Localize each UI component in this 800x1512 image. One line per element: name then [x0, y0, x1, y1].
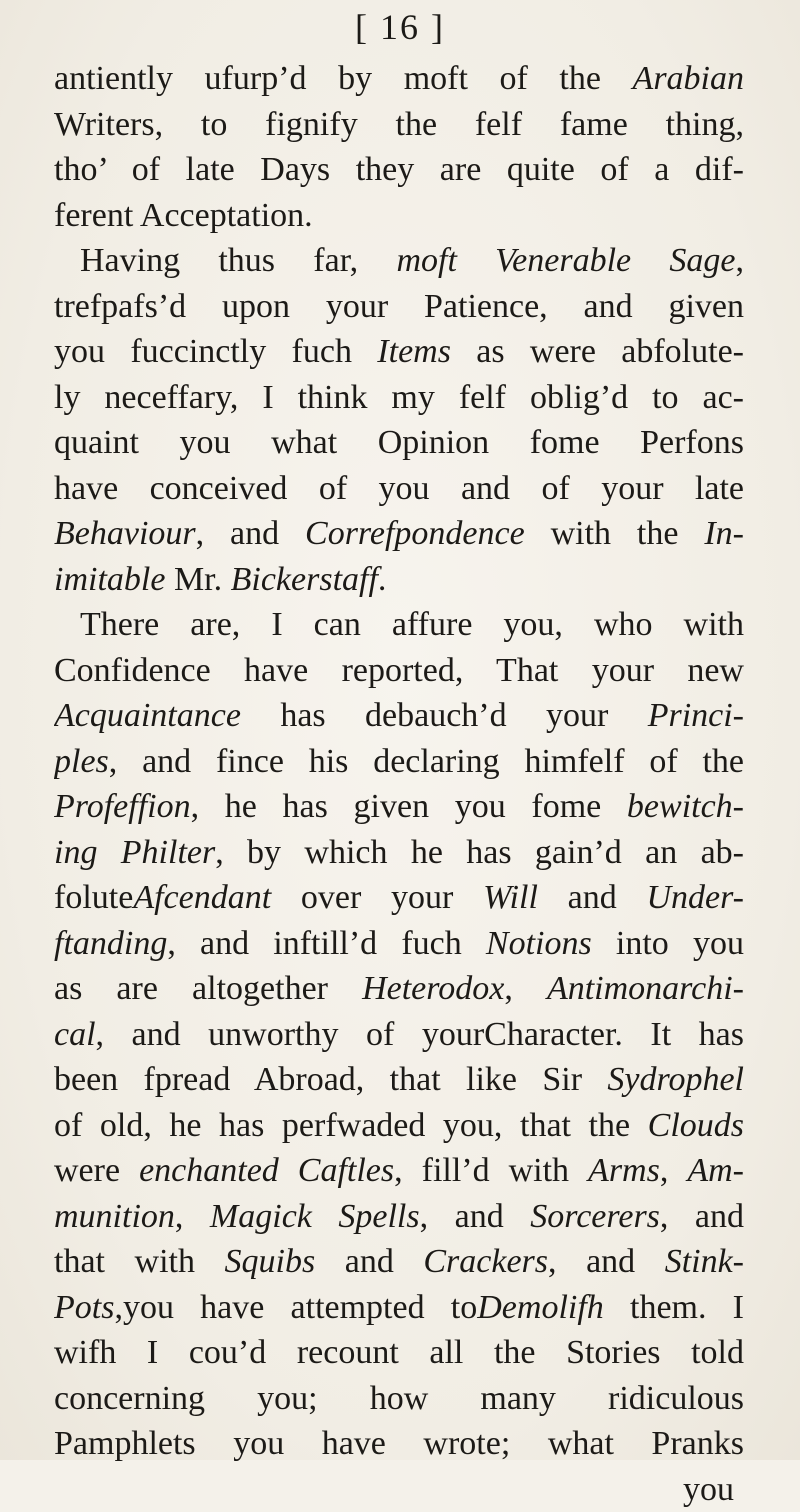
text-segment: , and unworthy of yourCharacter. It has — [96, 1016, 744, 1053]
text-line — [54, 1330, 744, 1376]
text-segment: antiently ufurp’d by moft of the — [54, 60, 633, 97]
page-number: [ 16 ] — [0, 6, 800, 48]
text-line — [54, 193, 744, 239]
text-line — [54, 875, 744, 921]
text-segment: , — [660, 1152, 688, 1189]
italic-text: ing Philter — [54, 834, 215, 871]
text-segment: that with — [54, 1243, 225, 1280]
text-segment: have conceived of you and of your late — [54, 470, 744, 507]
body-text — [54, 56, 744, 1512]
italic-text: Correfpondence — [305, 515, 525, 552]
text-line — [54, 1285, 744, 1331]
text-segment: , by which he has gain’d an ab- — [215, 834, 744, 871]
italic-text: enchanted Caftles — [139, 1152, 394, 1189]
text-line — [54, 921, 744, 967]
text-segment: Confidence have reported, That your new — [54, 652, 744, 689]
text-line — [54, 1103, 744, 1149]
text-line — [54, 557, 744, 603]
italic-text: Stink- — [665, 1243, 744, 1280]
text-segment: ,you have attempted to — [114, 1289, 477, 1326]
italic-text: Pots — [54, 1289, 114, 1326]
text-line — [54, 693, 744, 739]
italic-text: Behaviour — [54, 515, 196, 552]
text-segment: ly neceffary, I think my felf oblig’d to ac- — [54, 379, 744, 416]
text-segment: wifh I cou’d recount all the Stories told — [54, 1334, 744, 1371]
italic-text: Squibs — [225, 1243, 316, 1280]
text-segment: , and — [420, 1198, 531, 1235]
italic-text: Sydrophel — [607, 1061, 744, 1098]
text-segment: , — [504, 970, 547, 1007]
text-segment: and — [315, 1243, 423, 1280]
italic-text: Notions — [486, 925, 592, 962]
italic-text: Demolifh — [477, 1289, 604, 1326]
text-segment: Pamphlets you have wrote; what Pranks — [54, 1425, 744, 1462]
text-segment: Mr. — [165, 561, 230, 598]
italic-text: munition — [54, 1198, 175, 1235]
text-line — [54, 1057, 744, 1103]
text-line — [54, 147, 744, 193]
text-line — [54, 284, 744, 330]
text-line — [54, 1148, 744, 1194]
italic-text: Crackers — [423, 1243, 548, 1280]
italic-text: Arms — [588, 1152, 660, 1189]
text-line — [54, 1239, 744, 1285]
text-line — [54, 511, 744, 557]
text-line — [54, 329, 744, 375]
text-segment: into you — [592, 925, 744, 962]
italic-text: Sorcerers — [530, 1198, 660, 1235]
text-segment: were — [54, 1152, 139, 1189]
italic-text: Acquaintance — [54, 697, 241, 734]
text-segment: , and — [548, 1243, 665, 1280]
italic-text: Will — [483, 879, 538, 916]
text-segment: , — [175, 1198, 210, 1235]
italic-text: Items — [377, 333, 451, 370]
italic-text: imitable — [54, 561, 165, 598]
text-segment: concerning you; how many ridiculous — [54, 1380, 744, 1417]
text-segment: as were abfolute- — [451, 333, 744, 370]
text-segment: , — [735, 242, 744, 279]
italic-text: Clouds — [648, 1107, 744, 1144]
text-line — [54, 466, 744, 512]
text-segment: you fuccinctly fuch — [54, 333, 377, 370]
italic-text: Afcendant — [133, 879, 271, 916]
text-line — [54, 602, 744, 648]
text-segment: been fpread Abroad, that like Sir — [54, 1061, 607, 1098]
text-segment: folute — [54, 879, 133, 916]
italic-text: cal — [54, 1016, 96, 1053]
text-line — [54, 784, 744, 830]
catchword: you — [54, 1467, 744, 1512]
italic-text: bewitch- — [627, 788, 744, 825]
italic-text: Under- — [646, 879, 744, 916]
text-segment: , and fince his declaring himfelf of the — [109, 743, 744, 780]
text-line — [54, 1194, 744, 1240]
text-segment: , and inftill’d fuch — [167, 925, 486, 962]
text-segment: as are altogether — [54, 970, 362, 1007]
text-segment: trefpafs’d upon your Patience, and given — [54, 288, 744, 325]
text-segment: of old, he has perfwaded you, that the — [54, 1107, 648, 1144]
text-line — [54, 56, 744, 102]
text-segment: ferent Acceptation. — [54, 197, 313, 234]
text-line — [54, 966, 744, 1012]
text-segment: them. I — [604, 1289, 744, 1326]
text-line — [54, 739, 744, 785]
italic-text: Antimonarchi- — [547, 970, 744, 1007]
text-line — [54, 648, 744, 694]
text-segment: , he has given you fome — [191, 788, 627, 825]
text-segment: , and — [196, 515, 305, 552]
text-segment: tho’ of late Days they are quite of a dif- — [54, 151, 744, 188]
italic-text: Bickerstaff — [231, 561, 378, 598]
text-segment: Writers, to fignify the felf fame thing, — [54, 106, 744, 143]
text-segment: with the — [525, 515, 705, 552]
text-line — [54, 830, 744, 876]
text-segment: quaint you what Opinion fome Perfons — [54, 424, 744, 461]
text-line — [54, 1012, 744, 1058]
italic-text: Profeffion — [54, 788, 191, 825]
italic-text: ples — [54, 743, 109, 780]
text-line — [54, 238, 744, 284]
italic-text: ftanding — [54, 925, 167, 962]
text-line — [54, 375, 744, 421]
text-segment: There are, I can affure you, who with — [80, 606, 744, 643]
italic-text: In- — [704, 515, 744, 552]
text-segment: Having thus far, — [80, 242, 396, 279]
italic-text: Heterodox — [362, 970, 504, 1007]
text-segment: has debauch’d your — [241, 697, 648, 734]
text-line — [54, 102, 744, 148]
italic-text: Princi- — [648, 697, 744, 734]
text-segment: , and — [660, 1198, 744, 1235]
italic-text: Arabian — [633, 60, 744, 97]
italic-text: moft Venerable Sage — [396, 242, 735, 279]
text-segment: and — [538, 879, 647, 916]
text-segment: . — [378, 561, 387, 598]
italic-text: Magick Spells — [210, 1198, 420, 1235]
text-line — [54, 420, 744, 466]
italic-text: Am- — [687, 1152, 744, 1189]
text-segment: over your — [271, 879, 483, 916]
text-segment: , fill’d with — [394, 1152, 588, 1189]
text-line — [54, 1376, 744, 1422]
